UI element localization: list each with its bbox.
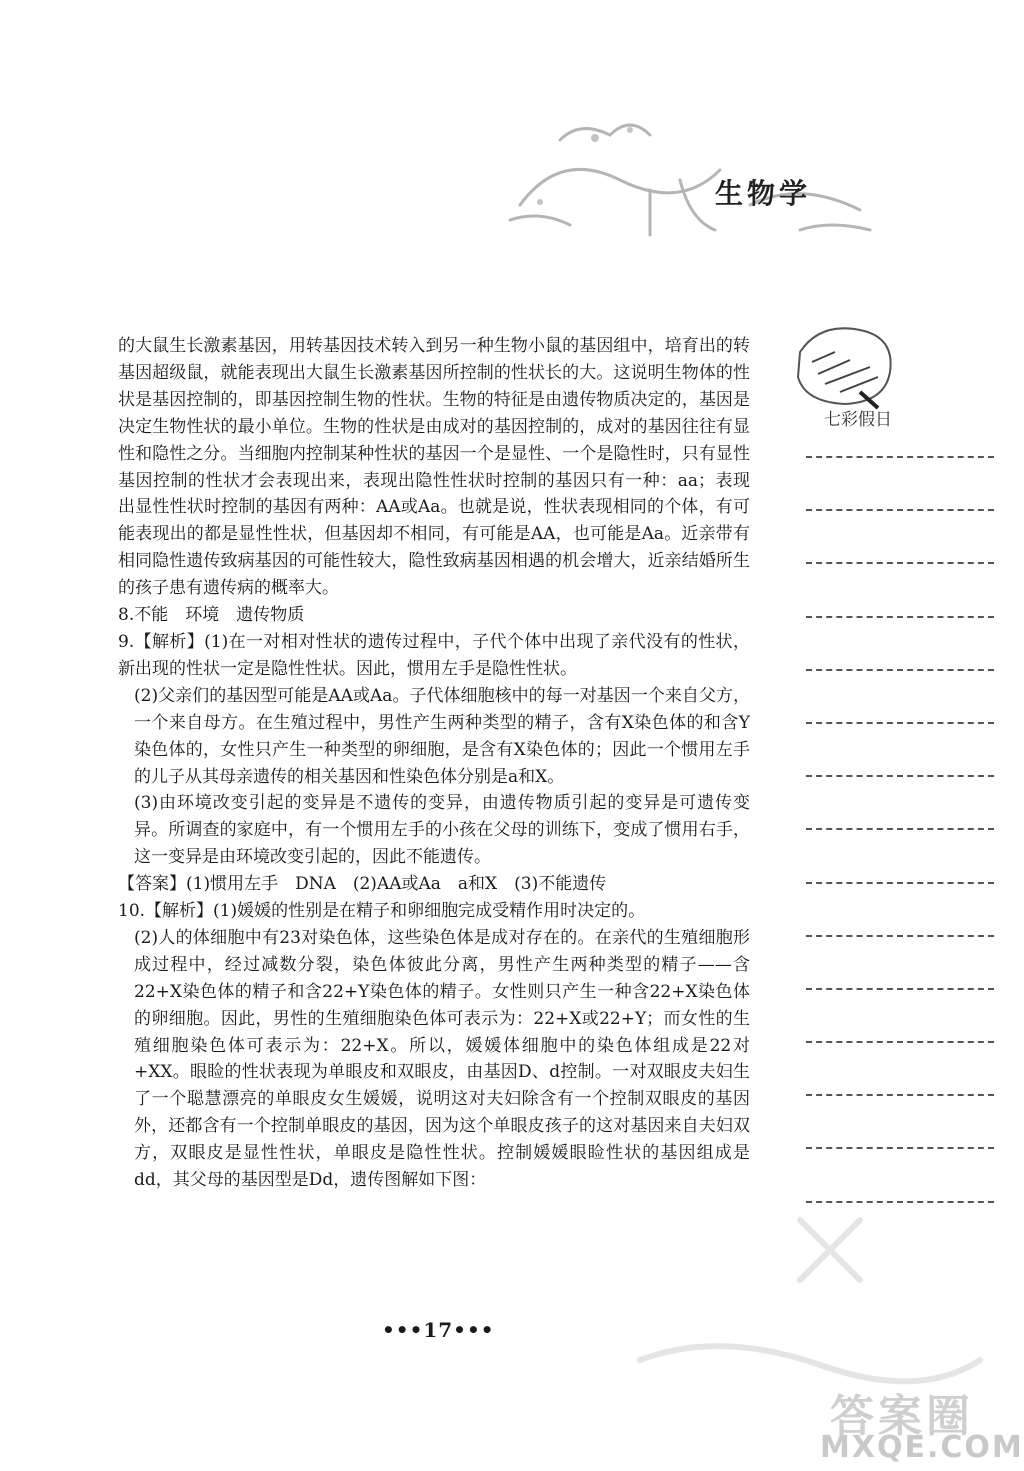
page-number: •••17••• — [382, 1318, 495, 1342]
note-line — [806, 616, 994, 669]
note-line — [806, 828, 994, 881]
watermark-site: MXQE.COM — [820, 1430, 1024, 1465]
header-decoration — [500, 110, 880, 250]
note-line — [806, 775, 994, 828]
note-line — [806, 509, 994, 562]
homework-stamp-icon — [790, 322, 900, 412]
question-10-analysis: 10.【解析】(1)媛媛的性别是在精子和卵细胞完成受精作用时决定的。 — [118, 901, 646, 922]
question-8: 8.不能 环境 遗传物质 — [118, 605, 305, 626]
subject-title: 生物学 — [715, 177, 812, 210]
question-9-analysis: 9.【解析】(1)在一对相对性状的遗传过程中，子代个体中出现了亲代没有的性状，新出现的性状一定是隐性性状。因此，惯用左手是隐性性状。 — [118, 631, 750, 679]
note-line — [806, 669, 994, 722]
watermark-label: 答案圈 — [830, 1391, 974, 1442]
note-line — [806, 562, 994, 615]
note-line — [806, 988, 994, 1041]
note-line — [806, 935, 994, 988]
note-line — [806, 1041, 994, 1094]
note-lines — [806, 456, 994, 1254]
note-line — [806, 722, 994, 775]
paragraph-gene-control: 的大鼠生长激素基因，用转基因技术转入到另一种生物小鼠的基因组中，培育出的转基因超级鼠，就能表现出大鼠生长激素基因所控制的性状长的大。这说明生物体的性状是基因控制的，即基因控制生物的性状。生物的特征是由遗传物质决定的，基因是决定生物性状的最小单位。生物的性状是由成对的基因控制的，成对的基因往往有显性和隐性之分。当细胞内控制某种性状的基因一个是显性、一个是隐性时，只有显性基因控制的性状才会表现出来，表现出隐性性状时控制的基因只有一种：aa；表现出显性性状时控制的基因有两种：AA或Aa。也就是说，性状表现相同的个体，有可能表现出的都是显性性状，但基因却不相同，有可能是AA，也可能是Aa。近亲带有相同隐性遗传致病基因的可能性较大，隐性致病基因相遇的机会增大，近亲结婚所生的孩子患有遗传病的概率大。 — [118, 336, 750, 599]
question-9-part-2: (2)父亲们的基因型可能是AA或Aa。子代体细胞核中的每一对基因一个来自父方，一个来自母方。在生殖过程中，男性产生两种类型的精子，含有X染色体的和含Y染色体的，女性只产生一种类型的卵细胞，是含有X染色体的；因此一个惯用左手的儿子从其母亲遗传的相关基因和性染色体分别是a和X。 — [134, 685, 750, 787]
note-line — [806, 1147, 994, 1200]
note-line — [806, 882, 994, 935]
brand-label: 七彩假日 — [824, 410, 892, 430]
question-10-part-2: (2)人的体细胞中有23对染色体，这些染色体是成对存在的。在亲代的生殖细胞形成过程中，经过减数分裂，染色体彼此分离，男性产生两种类型的精子——含22+X染色体的精子和含22+Y染色体的精子。女性则只产生一种含22+X染色体的卵细胞。因此，男性的生殖细胞染色体可表示为：22+X或22+Y；而女性的生殖细胞染色体可表示为：22+X。所以，媛媛体细胞中的染色体组成是22对+XX。眼睑的性状表现为单眼皮和双眼皮，由基因D、d控制。一对双眼皮夫妇生了一个聪慧漂亮的单眼皮女生媛媛，说明这对夫妇除含有一个控制双眼皮的基因外，还都含有一个控制单眼皮的基因，因为这个单眼皮孩子的这对基因来自夫妇双方，双眼皮是显性性状，单眼皮是隐性性状。控制媛媛眼睑性状的基因组成是dd，其父母的基因型是Dd，遗传图解如下图： — [134, 927, 750, 1191]
note-line — [806, 456, 994, 509]
question-9-answer: 【答案】(1)惯用左手 DNA (2)AA或Aa a和X (3)不能遗传 — [118, 874, 607, 895]
note-line — [806, 1094, 994, 1147]
answer-content — [118, 333, 750, 1194]
question-9-part-3: (3)由环境改变引起的变异是不遗传的变异，由遗传物质引起的变异是可遗传变异。所调查的家庭中，有一个惯用左手的小孩在父母的训练下，变成了惯用右手，这一变异是由环境改变引起的，因此不能遗传。 — [134, 793, 750, 868]
